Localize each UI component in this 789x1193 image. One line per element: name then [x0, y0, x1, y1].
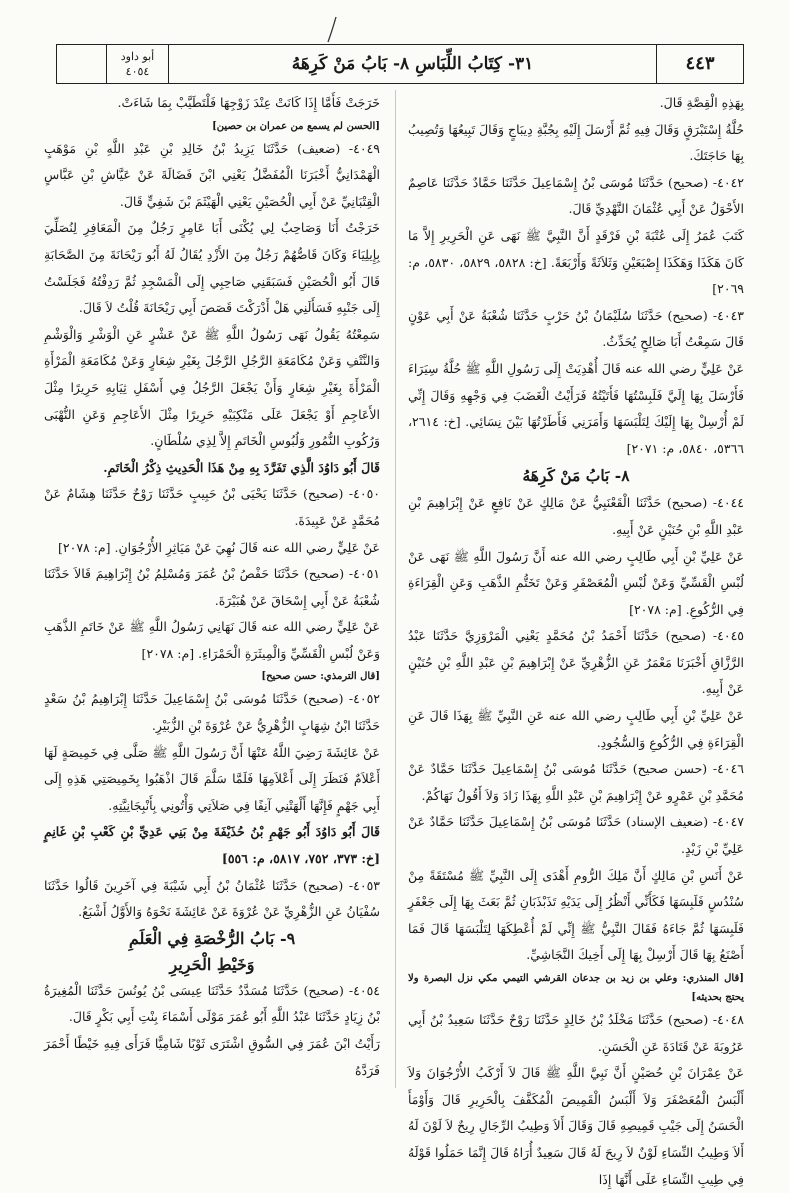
hadith-paragraph: عَنْ عَلِيٍّ رضي الله عنه قَالَ أُهْدِيَتْ إِلَى رَسُولِ اللَّهِ ﷺ حُلَّةُ سِيَرَاءَ فَأَرْسَلَ بِهَا إِلَيَّ فَلَبِسْتُهَا فَأَتَيْتُهُ فَرَأَيْتُ الْغَضَبَ فِي وَجْهِهِ وَقَالَ إِنِّي لَمْ أُرْسِلْ بِهَا إِلَيْكَ لِتَلْبَسَهَا وَأَمَرَنِي فَأَطَرْتُهَا بَيْنَ نِسَائِي. [خ: ٢٦١٤، ٥٣٦٦، ٥٨٤٠، م: ٢٠٧١] — [408, 360, 744, 456]
header-empty-cell — [57, 45, 107, 83]
hadith-paragraph: حُلَّةُ إِسْتَبْرَقٍ وَقَالَ فِيهِ ثُمَّ أَرْسَلَ إِلَيْهِ بِجُبَّةِ دِيبَاجٍ وَقَالَ تَبِيعُهَا وَتُصِيبُ بِهَا حَاجَتَكَ. — [408, 121, 744, 164]
hadith-paragraph: ٤٠٤٤- (صحيح) حَدَّثَنَا الْقَعْنَبِيُّ عَنْ مَالِكٍ عَنْ نَافِعٍ عَنْ إِبْرَاهِيمَ بْنِ عَبْدِ اللَّهِ بْنِ حُنَيْنٍ عَنْ أَبِيهِ. — [408, 495, 744, 537]
page-number: ٤٤٣ — [685, 53, 715, 74]
chapter-heading: ٩- بَابُ الرُّخْصَةِ فِي الْعَلَمِ — [128, 928, 296, 948]
hadith-paragraph: عَنْ عِمْرَانَ بْنِ حُصَيْنٍ أَنَّ نَبِيَّ اللَّهِ ﷺ قَالَ لاَ أَرْكَبُ الأُرْجُوَانَ وَلاَ أَلْبَسُ الْمُعَصْفَرَ وَلاَ أَلْبَسُ الْقَمِيصَ الْمُكَفَّفَ بِالْحَرِيرِ قَالَ وَأَوْمَأَ الْحَسَنُ إِلَى جَيْبِ قَمِيصِهِ قَالَ وَقَالَ أَلاَ وَطِيبُ الرِّجَالِ رِيحٌ لاَ لَوْنَ لَهُ أَلاَ وَطِيبُ النِّسَاءِ لَوْنٌ لاَ رِيحَ لَهُ قَالَ سَعِيدٌ أُرَاهُ قَالَ إِنَّمَا حَمَلُوا قَوْلَهُ فِي طِيبِ النِّسَاءِ عَلَى أَنَّهَا إِذَا — [408, 1065, 744, 1187]
hadith-paragraph: ٤٠٤٢- (صحيح) حَدَّثَنَا مُوسَى بْنُ إِسْمَاعِيلَ حَدَّثَنَا حَمَّادٌ حَدَّثَنَا عَاصِمٌ الأَحْوَلُ عَنْ أَبِي عُثْمَانَ النَّهْدِيِّ قَالَ. — [408, 174, 744, 217]
editor-note: [الحسن لم يسمع من عمران بن حصين] — [212, 120, 380, 132]
right-column — [408, 90, 744, 1187]
editor-note: [قال المنذري: وعلي بن زيد بن جدعان القرشي التيمي مكي نزل البصرة ولا يحتج بحديثه] — [408, 973, 744, 1003]
pen-stroke-mark — [322, 16, 342, 44]
hadith-paragraph: خَرَجَتْ فَأَمَّا إِذَا كَانَتْ عِنْدَ زَوْجِهَا فَلْتَطَيَّبْ بِمَا شَاءَتْ. — [117, 95, 380, 110]
hadith-paragraph: ٤٠٥٢- (صحيح) حَدَّثَنَا مُوسَى بْنُ إِسْمَاعِيلَ حَدَّثَنَا إِبْرَاهِيمُ بْنُ سَعْدٍ حَدَّثَنَا ابْنُ شِهَابٍ الزُّهْرِيُّ عَنْ عُرْوَةَ بْنِ الزُّبَيْرِ. — [44, 691, 380, 734]
hadith-paragraph: ٤٠٤٥- (صحيح) حَدَّثَنَا أَحْمَدُ بْنُ مُحَمَّدٍ يَعْنِي الْمَرْوَزِيَّ حَدَّثَنَا عَبْدُ الرَّزَّاقِ أَخْبَرَنَا مَعْمَرٌ عَنِ الزُّهْرِيِّ عَنْ إِبْرَاهِيمَ بْنِ عَبْدِ اللَّهِ بْنِ حُنَيْنٍ عَنْ أَبِيهِ. — [408, 628, 744, 697]
hadith-paragraph: ٤٠٥٠- (صحيح) حَدَّثَنَا يَحْيَى بْنُ حَبِيبٍ حَدَّثَنَا رَوْحٌ حَدَّثَنَا هِشَامٌ عَنْ مُحَمَّدٍ عَنْ عَبِيدَةَ. — [44, 486, 380, 528]
hadith-paragraph: ٤٠٤٩- (ضعيف) حَدَّثَنَا يَزِيدُ بْنُ خَالِدِ بْنِ عَبْدِ اللَّهِ بْنِ مَوْهَبٍ الْهَمْدَانِيُّ أَخْبَرَنَا الْمُفَضَّلُ يَعْنِي ابْنَ فَضَالَةَ عَنْ عَيَّاشِ بْنِ عَبَّاسٍ الْقِتْبَانِيِّ عَنْ أَبِي الْحُصَيْنِ يَعْنِي الْهَيْثَمَ بْنَ شَفِيٍّ قَالَ. — [44, 140, 380, 209]
hadith-paragraph: ٤٠٥١- (صحيح) حَدَّثَنَا حَفْصُ بْنُ عُمَرَ وَمُسْلِمُ بْنُ إِبْرَاهِيمَ قَالاَ حَدَّثَنَا شُعْبَةُ عَنْ أَبِي إِسْحَاقَ عَنْ هُبَيْرَةَ. — [44, 566, 380, 608]
hadith-paragraph: رَأَيْتُ ابْنَ عُمَرَ فِي السُّوقِ اشْتَرَى ثَوْبًا شَامِيًّا فَرَأَى فِيهِ خَيْطًا أَحْمَرَ فَرَدَّهُ — [44, 1036, 380, 1078]
header-title: ٣١- كِتَابُ اللِّبَاسِ ٨- بَابُ مَنْ كَرِهَهُ — [169, 45, 657, 83]
hadith-paragraph: عَنْ عَلِيٍّ رضي الله عنه قَالَ نَهَانِي رَسُولُ اللَّهِ ﷺ عَنْ خَاتَمِ الذَّهَبِ وَعَنْ لُبْسِ الْقَسِّيِّ وَالْمِيثَرَةِ الْحَمْرَاءِ. [م: ٢٠٧٨] — [44, 619, 380, 661]
hadith-paragraph: سَمِعْتُهُ يَقُولُ نَهَى رَسُولُ اللَّهِ ﷺ عَنْ عَشْرٍ عَنِ الْوَشْرِ وَالْوَشْمِ وَالنَّتْفِ وَعَنْ مُكَامَعَةِ الرَّجُلِ الرَّجُلَ بِغَيْرِ شِعَارٍ وَعَنْ مُكَامَعَةِ الْمَرْأَةِ الْمَرْأَةَ بِغَيْرِ شِعَارٍ وَأَنْ يَجْعَلَ الرَّجُلُ فِي أَسْفَلِ ثِيَابِهِ حَرِيرًا مِثْلَ الأَعَاجِمِ أَوْ يَجْعَلَ عَلَى مَنْكِبَيْهِ حَرِيرًا مِثْلَ الأَعَاجِمِ وَعَنِ النُّهْبَى وَرُكُوبِ النُّمُورِ وَلُبُوسِ الْخَاتَمِ إِلاَّ لِذِي سُلْطَانٍ. — [44, 326, 380, 449]
hadith-paragraph: عَنْ عَلِيٍّ رضي الله عنه قَالَ نُهِيَ عَنْ مَيَاثِرِ الأُرْجُوَانِ. [م: ٢٠٧٨] — [58, 539, 380, 555]
hadith-paragraph: ٤٠٤٧- (ضعيف الإسناد) حَدَّثَنَا مُوسَى بْنُ إِسْمَاعِيلَ حَدَّثَنَا حَمَّادٌ عَنْ عَلِيِّ بْنِ زَيْدٍ. — [408, 814, 744, 857]
chapter-heading: ٨- بَابُ مَنْ كَرِهَهُ — [522, 466, 630, 486]
page-header — [56, 44, 744, 84]
hadith-paragraph: ٤٠٤٣- (صحيح) حَدَّثَنَا سُلَيْمَانُ بْنُ حَرْبٍ حَدَّثَنَا شُعْبَةُ عَنْ أَبِي عَوْنٍ قَالَ سَمِعْتُ أَبَا صَالِحٍ يُحَدِّثُ. — [408, 307, 744, 350]
chapter-heading: وَخَيْطِ الْحَرِيرِ — [169, 954, 255, 974]
hadith-paragraph: قَالَ أَبُو دَاوُدَ أَبُو جَهْمِ بْنُ حُذَيْفَةَ مِنْ بَنِي عَدِيِّ بْنِ كَعْبِ بْنِ غَانِمٍ [خ: ٣٧٣، ٧٥٢، ٥٨١٧، م: ٥٥٦] — [44, 824, 380, 867]
hadith-paragraph: ٤٠٤٦- (حسن صحيح) حَدَّثَنَا مُوسَى بْنُ إِسْمَاعِيلَ حَدَّثَنَا حَمَّادٌ عَنْ مُحَمَّدِ بْنِ عَمْرٍو عَنْ إِبْرَاهِيمَ بْنِ عَبْدِ اللَّهِ بِهَذَا زَادَ وَلاَ أَقُولُ نَهَاكُمْ. — [408, 761, 744, 803]
hadith-paragraph: عَنْ عَلِيِّ بْنِ أَبِي طَالِبٍ رضي الله عنه عَنِ النَّبِيِّ ﷺ بِهَذَا قَالَ عَنِ الْقِرَاءَةِ فِي الرُّكُوعِ وَالسُّجُودِ. — [408, 708, 744, 750]
column-divider — [395, 90, 396, 1088]
left-column — [44, 90, 380, 1088]
hadith-paragraph: خَرَجْتُ أَنَا وَصَاحِبٌ لِي يُكْنَى أَبَا عَامِرٍ رَجُلٌ مِنَ الْمَعَافِرِ لِنُصَلِّيَ بِإِيلِيَاءَ وَكَانَ قَاصُّهُمْ رَجُلٌ مِنَ الأَزْدِ يُقَالُ لَهُ أَبُو رَيْحَانَةَ مِنَ الصَّحَابَةِ قَالَ أَبُو الْحُصَيْنِ فَسَبَقَنِي صَاحِبِي إِلَى الْمَسْجِدِ ثُمَّ رَدِفْتُهُ فَجَلَسْتُ إِلَى جَنْبِهِ فَسَأَلَنِي هَلْ أَدْرَكْتَ قَصَصَ أَبِي رَيْحَانَةَ قُلْتُ لاَ قَالَ. — [44, 220, 380, 316]
hadith-paragraph: عَنْ أَنَسِ بْنِ مَالِكٍ أَنَّ مَلِكَ الرُّومِ أَهْدَى إِلَى النَّبِيِّ ﷺ مُسْتَقَةً مِنْ سُنْدُسٍ فَلَبِسَهَا فَكَأَنِّي أَنْظُرُ إِلَى يَدَيْهِ تَذَبْذَبَانِ ثُمَّ بَعَثَ بِهَا إِلَى جَعْفَرٍ فَلَبِسَهَا ثُمَّ جَاءَهُ فَقَالَ النَّبِيُّ ﷺ إِنِّي لَمْ أُعْطِكَهَا لِتَلْبَسَهَا قَالَ فَمَا أَصْنَعُ بِهَا قَالَ أَرْسِلْ بِهَا إِلَى أَخِيكَ النَّجَاشِيِّ. — [408, 867, 744, 963]
header-reference-number: ٤٠٥٤ — [125, 65, 150, 78]
header-reference — [107, 45, 169, 83]
hadith-paragraph: ٤٠٤٨- (صحيح) حَدَّثَنَا مَخْلَدُ بْنُ خَالِدٍ حَدَّثَنَا رَوْحٌ حَدَّثَنَا سَعِيدُ بْنُ أَبِي عَرُوبَةَ عَنْ قَتَادَةَ عَنِ الْحَسَنِ. — [408, 1012, 744, 1054]
hadith-paragraph: عَنْ عَلِيِّ بْنِ أَبِي طَالِبٍ رضي الله عنه أَنَّ رَسُولَ اللَّهِ ﷺ نَهَى عَنْ لُبْسِ الْقَسِّيِّ وَعَنْ لُبْسِ الْمُعَصْفَرِ وَعَنْ تَخَتُّمِ الذَّهَبِ وَعَنِ الْقِرَاءَةِ فِي الرُّكُوعِ. [م: ٢٠٧٨] — [408, 548, 744, 617]
hadith-paragraph: ٤٠٥٤- (صحيح) حَدَّثَنَا مُسَدَّدٌ حَدَّثَنَا عِيسَى بْنُ يُونُسَ حَدَّثَنَا الْمُغِيرَةُ بْنُ زِيَادٍ حَدَّثَنَا عَبْدُ اللَّهِ أَبُو عُمَرَ مَوْلَى أَسْمَاءَ بِنْتِ أَبِي بَكْرٍ قَالَ. — [44, 982, 380, 1025]
editor-note: [قال الترمذي: حسن صحيح] — [261, 671, 380, 683]
hadith-paragraph: كَتَبَ عُمَرُ إِلَى عُتْبَةَ بْنِ فَرْقَدٍ أَنَّ النَّبِيَّ ﷺ نَهَى عَنِ الْحَرِيرِ إِلاَّ مَا كَانَ هَكَذَا وَهَكَذَا إِصْبَعَيْنِ وَثَلاَثَةً وَأَرْبَعَةً. [خ: ٥٨٢٨، ٥٨٢٩، ٥٨٣٠، م: ٢٠٦٩] — [408, 227, 744, 297]
hadith-paragraph: عَنْ عَائِشَةَ رَضِيَ اللَّهُ عَنْهَا أَنَّ رَسُولَ اللَّهِ ﷺ صَلَّى فِي خَمِيصَةٍ لَهَا أَعْلاَمٌ فَنَظَرَ إِلَى أَعْلاَمِهَا فَلَمَّا سَلَّمَ قَالَ اذْهَبُوا بِخَمِيصَتِي هَذِهِ إِلَى أَبِي جَهْمٍ فَإِنَّهَا أَلْهَتْنِي آنِفًا فِي صَلاَتِي وَأْتُونِي بِأَنْبِجَانِيَّتِهِ. — [44, 744, 380, 813]
header-reference-book: أبو داود — [120, 50, 155, 63]
hadith-paragraph: قَالَ أَبُو دَاوُدَ الَّذِي تَفَرَّدَ بِهِ مِنْ هَذَا الْحَدِيثِ ذِكْرُ الْخَاتَمِ. — [103, 459, 380, 475]
hadith-paragraph: ٤٠٥٣- (صحيح) حَدَّثَنَا عُثْمَانُ بْنُ أَبِي شَيْبَةَ فِي آخَرِينَ قَالُوا حَدَّثَنَا سُفْيَانُ عَنِ الزُّهْرِيِّ عَنْ عُرْوَةَ عَنْ عَائِشَةَ نَحْوَهُ وَالأَوَّلُ أَشْبَعُ. — [44, 877, 380, 920]
hadith-paragraph: بِهَذِهِ الْقِصَّةِ قَالَ. — [659, 95, 744, 110]
